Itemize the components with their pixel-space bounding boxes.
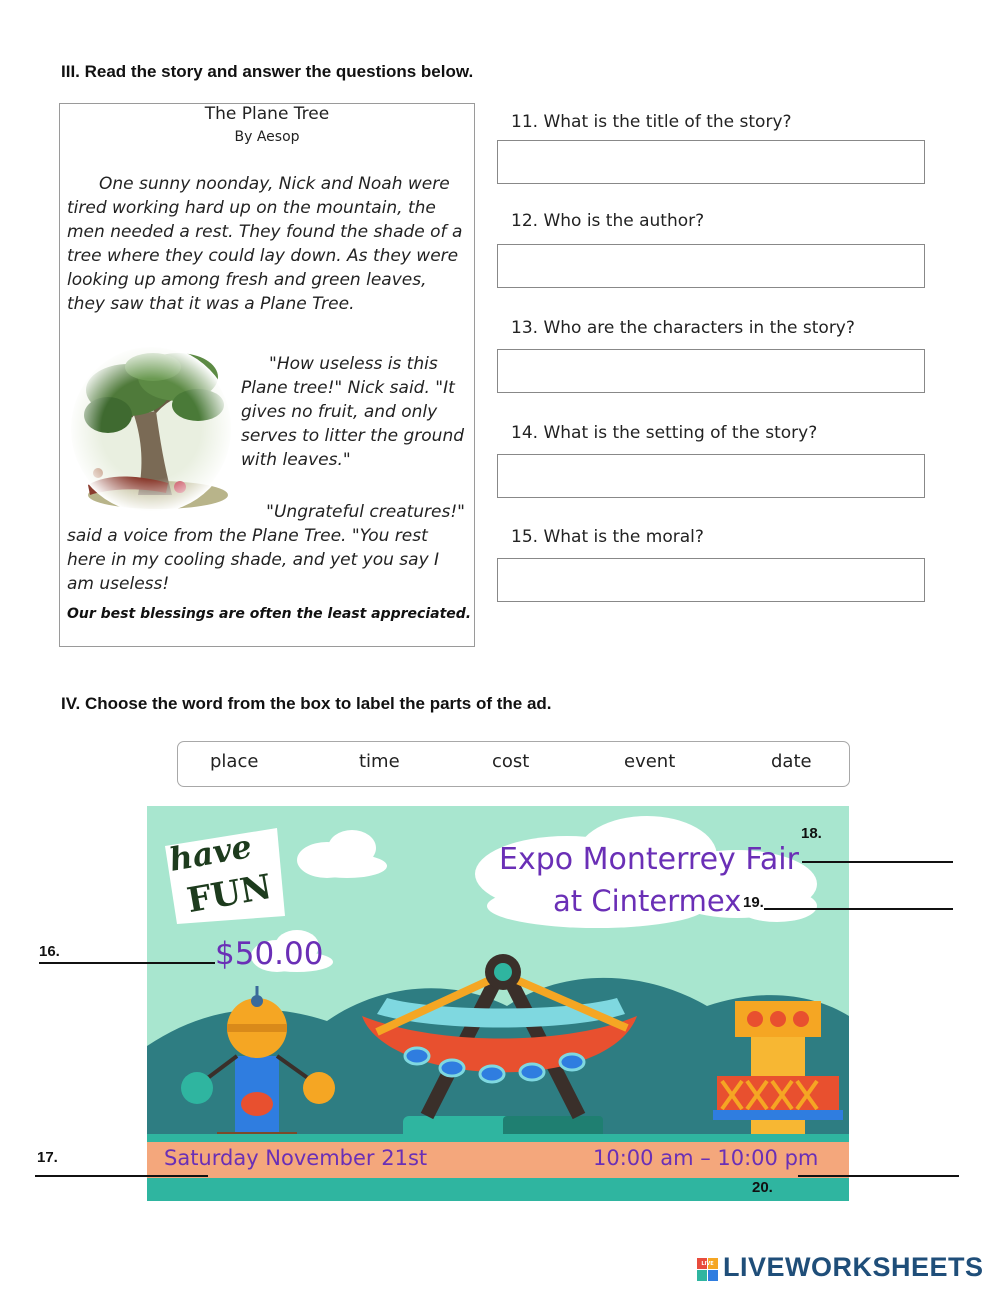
question-14-label: 14. What is the setting of the story? <box>511 423 818 443</box>
ad-cost-text: $50.00 <box>215 936 324 972</box>
story-paragraph-1: One sunny noonday, Nick and Noah were tired working hard up on the mountain, the men needed a rest. They found the shade of a tree where they could lay down. As they were looking up among fresh and green leaves, they saw that it was a Plane Tree. <box>67 174 463 314</box>
label-19-number: 19. <box>743 894 764 911</box>
label-20-answer-line[interactable] <box>798 1175 959 1177</box>
question-15-label: 15. What is the moral? <box>511 527 704 547</box>
label-16-number: 16. <box>39 943 60 960</box>
label-16-answer-line[interactable] <box>39 962 215 964</box>
story-author: By Aesop <box>234 129 300 145</box>
story-moral: Our best blessings are often the least appreciated. <box>67 606 472 622</box>
story-title: The Plane Tree <box>204 104 330 124</box>
section-3-heading: III. Read the story and answer the questions below. <box>61 62 474 81</box>
word-event: event <box>624 751 676 772</box>
label-20-number: 20. <box>752 1179 773 1196</box>
ad-place-text: at Cintermex <box>553 884 742 918</box>
question-11-label: 11. What is the title of the story? <box>511 112 792 132</box>
question-15-answer-input[interactable] <box>497 558 925 602</box>
question-13-answer-input[interactable] <box>497 349 925 393</box>
question-12-answer-input[interactable] <box>497 244 925 288</box>
story-paragraph-3: said a voice from the Plane Tree. "You rest here in my cooling shade, and yet you say I am useless! <box>67 526 440 594</box>
question-14-answer-input[interactable] <box>497 454 925 498</box>
question-13-label: 13. Who are the characters in the story? <box>511 318 855 338</box>
ad-date-text: Saturday November 21st <box>164 1146 428 1170</box>
story-paragraph-3-start: "Ungrateful creatures!" <box>266 502 465 522</box>
label-18-answer-line[interactable] <box>802 861 953 863</box>
word-date: date <box>771 751 812 772</box>
liveworksheets-logo-icon <box>697 1258 719 1282</box>
section-4-heading: IV. Choose the word from the box to label the parts of the ad. <box>61 694 552 713</box>
label-19-answer-line[interactable] <box>764 908 953 910</box>
word-time: time <box>359 751 400 772</box>
badge-text-have: have <box>166 827 255 879</box>
ad-event-text: Expo Monterrey Fair <box>499 842 799 877</box>
label-17-answer-line[interactable] <box>35 1175 208 1177</box>
label-17-number: 17. <box>37 1149 58 1166</box>
question-11-answer-input[interactable] <box>497 140 925 184</box>
fair-advertisement <box>147 806 849 1201</box>
question-12-label: 12. Who is the author? <box>511 211 705 231</box>
word-place: place <box>210 751 259 772</box>
ad-time-text: 10:00 am – 10:00 pm <box>593 1146 819 1170</box>
badge-text-fun: FUN <box>184 866 275 922</box>
logo-badge-text: LIVE <box>701 1261 714 1267</box>
word-cost: cost <box>492 751 530 772</box>
liveworksheets-logo: LIVEWORKSHEETS <box>723 1252 984 1282</box>
label-18-number: 18. <box>801 825 822 842</box>
story-paragraph-2: "How useless is this Plane tree!" Nick said. "It gives no fruit, and only serves to litter the ground with leaves." <box>241 354 465 470</box>
plane-tree-illustration <box>68 345 234 513</box>
